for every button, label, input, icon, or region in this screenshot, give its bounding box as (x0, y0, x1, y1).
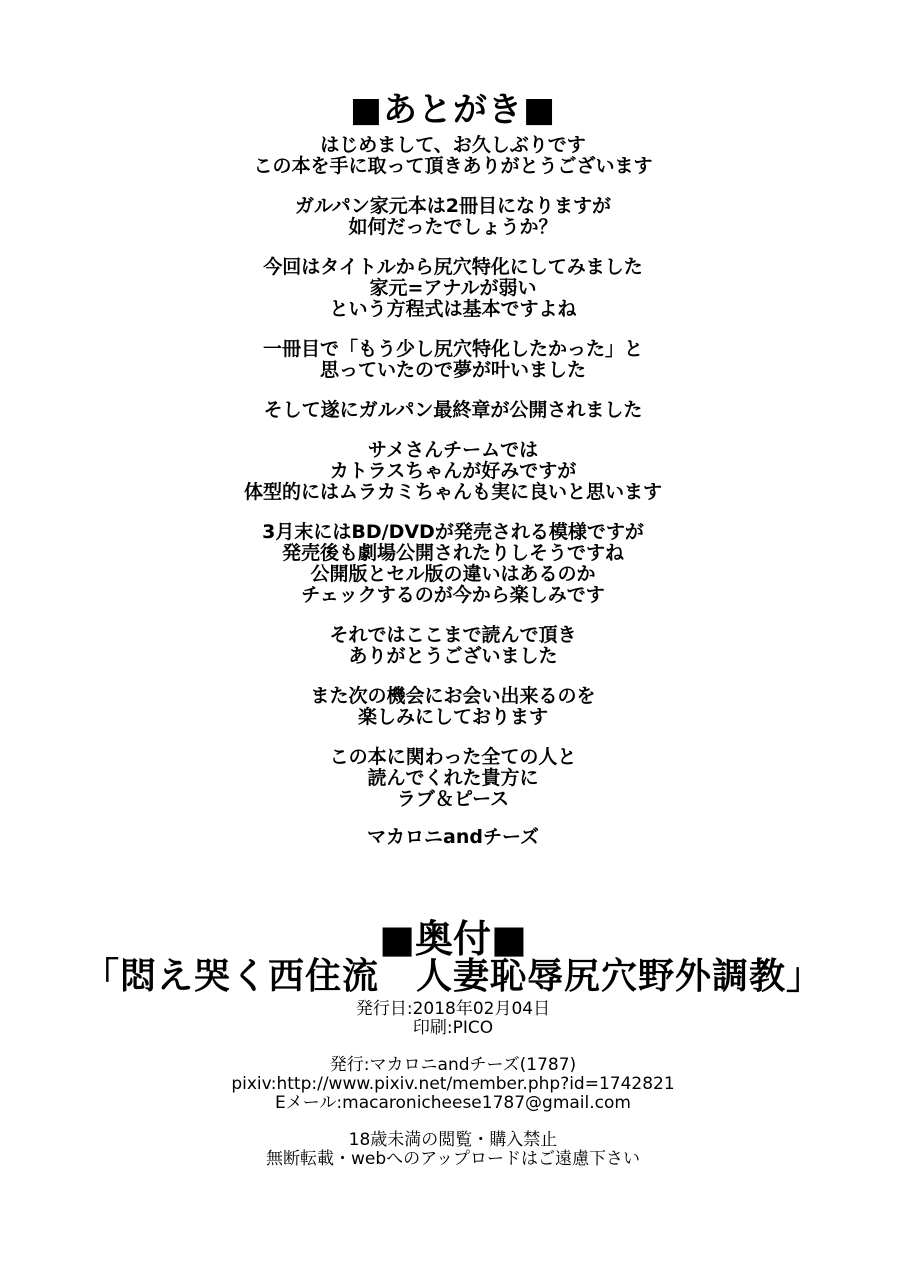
text-line: カトラスちゃんが好みですが (329, 460, 577, 482)
text-line: 発売後も劇場公開されたりしそうですね (281, 542, 624, 564)
text-line: 今回はタイトルから尻穴特化にしてみました (263, 256, 643, 278)
afterword-paragraph (0, 135, 906, 177)
afterword-paragraph (0, 339, 906, 381)
book-title: 「悶え哭く西住流 人妻恥辱尻穴野外調教」 (82, 956, 823, 997)
afterword-heading: ■あとがき■ (349, 90, 557, 130)
publication-group (0, 1000, 906, 1038)
text-line: はじめまして、お久しぶりです (320, 134, 586, 156)
text-line: この本を手に取って頂きありがとうございます (253, 155, 653, 177)
printer: 印刷:PICO (412, 1018, 494, 1038)
text-line: 体型的にはムラカミちゃんも実に良いと思います (243, 481, 662, 503)
text-line: 一冊目で「もう少し尻穴特化したかった」と (262, 338, 643, 360)
publisher: 発行:マカロニandチーズ(1787) (329, 1055, 577, 1075)
afterword-paragraph (0, 196, 906, 238)
afterword-paragraph (0, 257, 906, 320)
text-line: チェックするのが今から楽しみです (301, 584, 605, 606)
text-line: 如何だったでしょうか？ (348, 216, 558, 238)
text-line: という方程式は基本ですよね (329, 298, 577, 320)
afterword-paragraph (0, 747, 906, 810)
afterword-signature: マカロニandチーズ (367, 826, 539, 848)
text-line: そして遂にガルパン最終章が公開されました (263, 399, 643, 421)
pixiv-url: pixiv:http://www.pixiv.net/member.php?id=1742821 (231, 1074, 675, 1094)
afterword-paragraph (0, 686, 906, 728)
text-line: 思っていたので夢が叶いました (319, 359, 586, 381)
afterword-paragraph (0, 625, 906, 667)
email-address: Eメール:macaronicheese1787@gmail.com (275, 1093, 631, 1113)
notice-group (0, 1131, 906, 1169)
contact-group (0, 1056, 906, 1113)
text-line: ありがとうございました (348, 645, 558, 667)
colophon-info (0, 1000, 906, 1187)
colophon-heading: ■奥付■ (379, 917, 527, 961)
text-line: 家元=アナルが弱い (369, 277, 537, 299)
text-line: 公開版とセル版の違いはあるのか (310, 563, 596, 585)
text-line: 3月末にはBD/DVDが発売される模様ですが (262, 521, 644, 543)
publish-date: 発行日:2018年02月04日 (355, 999, 551, 1019)
text-line: また次の機会にお会い出来るのを (310, 685, 596, 707)
text-line: ガルパン家元本は2冊目になりますが (295, 195, 611, 217)
text-line: 楽しみにしております (357, 706, 548, 728)
text-line: それではここまで読んで頂き (329, 624, 577, 646)
afterword-paragraph (0, 440, 906, 503)
text-line: この本に関わった全ての人と (329, 746, 577, 768)
afterword-paragraph (0, 522, 906, 606)
text-line: 読んでくれた貴方に (367, 767, 539, 789)
reprint-notice: 無断転載・webへのアップロードはご遠慮下さい (266, 1149, 640, 1169)
text-line: ラブ＆ピース (396, 788, 510, 810)
text-line: サメさんチームでは (367, 439, 539, 461)
age-notice: 18歳未満の閲覧・購入禁止 (348, 1130, 558, 1150)
afterword-paragraph (0, 400, 906, 421)
afterword-body (0, 135, 906, 829)
